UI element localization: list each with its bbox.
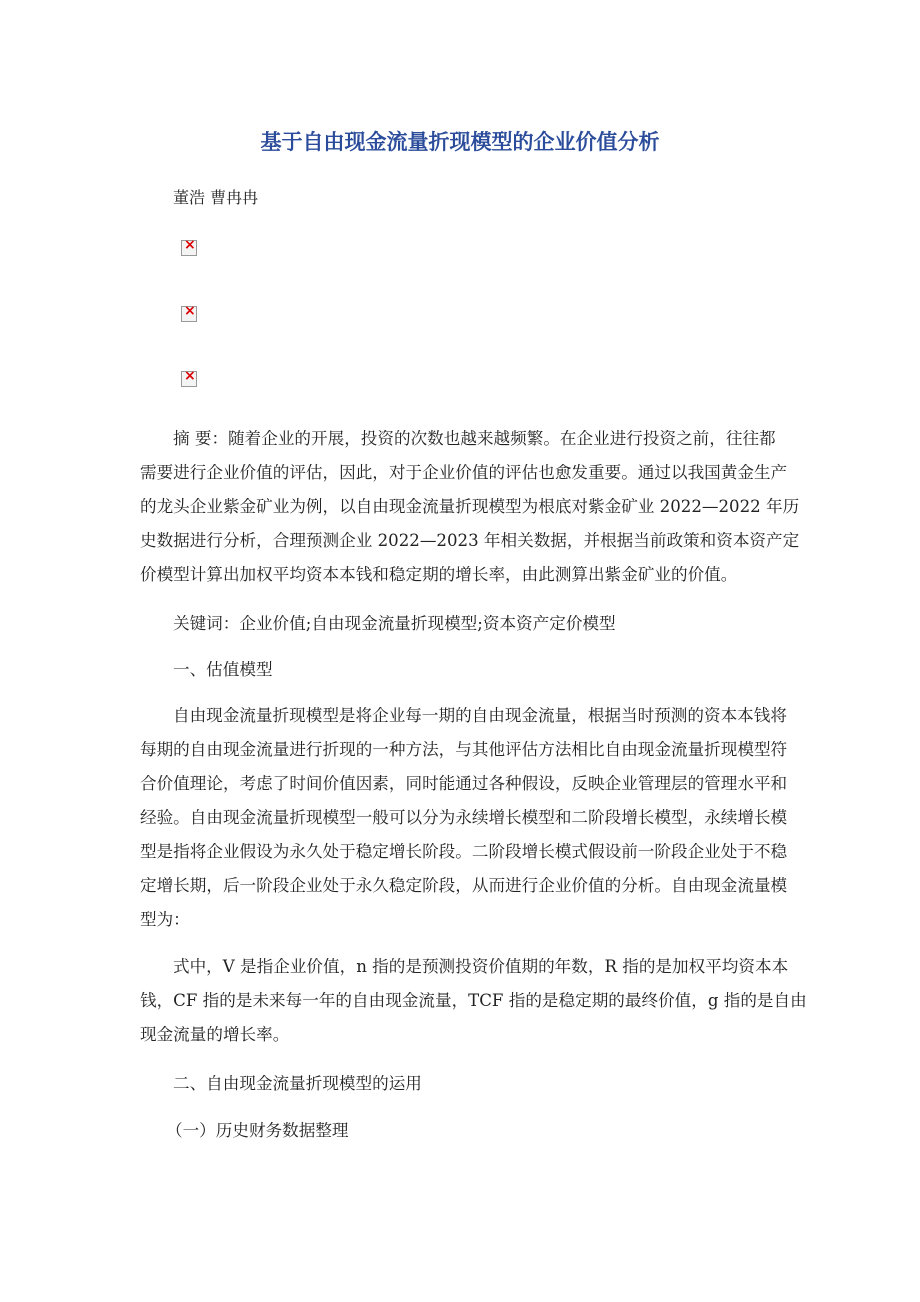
paragraph-line: 自由现金流量折现模型是将企业每一期的自由现金流量，根据当时预测的资本本钱将 bbox=[173, 706, 787, 725]
abstract bbox=[140, 422, 800, 592]
abstract-line: 摘 要：随着企业的开展，投资的次数也越来越频繁。在企业进行投资之前，往往都 bbox=[173, 429, 776, 448]
paragraph-line: 现金流量的增长率。 bbox=[140, 1025, 290, 1044]
paragraph-line: 型是指将企业假设为永久处于稳定增长阶段。二阶段增长模式假设前一阶段企业处于不稳 bbox=[140, 842, 788, 861]
document-title: 基于自由现金流量折现模型的企业价值分析 bbox=[260, 130, 660, 154]
section-heading: 一、估值模型 bbox=[173, 660, 273, 679]
abstract-line: 的龙头企业紫金矿业为例，以自由现金流量折现模型为根底对紫金矿业 2022—2022 年历 bbox=[140, 497, 800, 516]
abstract-line: 需要进行企业价值的评估，因此，对于企业价值的评估也愈发重要。通过以我国黄金生产 bbox=[140, 463, 788, 482]
authors: 董浩 曹冉冉 bbox=[173, 188, 259, 207]
broken-image-icon bbox=[181, 371, 197, 387]
paragraph-line: 型为： bbox=[140, 910, 190, 929]
subsection-heading: （一）历史财务数据整理 bbox=[166, 1121, 349, 1140]
paragraph-line: 钱，CF 指的是未来每一年的自由现金流量，TCF 指的是稳定期的最终价值，g 指的是自由 bbox=[140, 991, 807, 1010]
paragraph-line: 每期的自由现金流量进行折现的一种方法，与其他评估方法相比自由现金流量折现模型符 bbox=[140, 740, 788, 759]
paragraph-line: 经验。自由现金流量折现模型一般可以分为永续增长模型和二阶段增长模型，永续增长模 bbox=[140, 808, 788, 827]
paragraph-line: 合价值理论，考虑了时间价值因素，同时能通过各种假设，反映企业管理层的管理水平和 bbox=[140, 774, 788, 793]
section-heading: 二、自由现金流量折现模型的运用 bbox=[173, 1074, 422, 1093]
keywords: 关键词：企业价值;自由现金流量折现模型;资本资产定价模型 bbox=[173, 614, 616, 633]
paragraph-line: 定增长期，后一阶段企业处于永久稳定阶段，从而进行企业价值的分析。自由现金流量模 bbox=[140, 876, 788, 895]
paragraph-line: 式中，V 是指企业价值，n 指的是预测投资价值期的年数，R 指的是加权平均资本本 bbox=[173, 957, 789, 976]
abstract-line: 史数据进行分析，合理预测企业 2022—2023 年相关数据，并根据当前政策和资本资产定 bbox=[140, 531, 800, 550]
paragraph bbox=[140, 699, 790, 937]
paragraph bbox=[140, 950, 807, 1052]
broken-image-icon bbox=[181, 306, 197, 322]
broken-image-icon bbox=[181, 240, 197, 256]
abstract-line: 价模型计算出加权平均资本本钱和稳定期的增长率，由此测算出紫金矿业的价值。 bbox=[140, 565, 738, 584]
